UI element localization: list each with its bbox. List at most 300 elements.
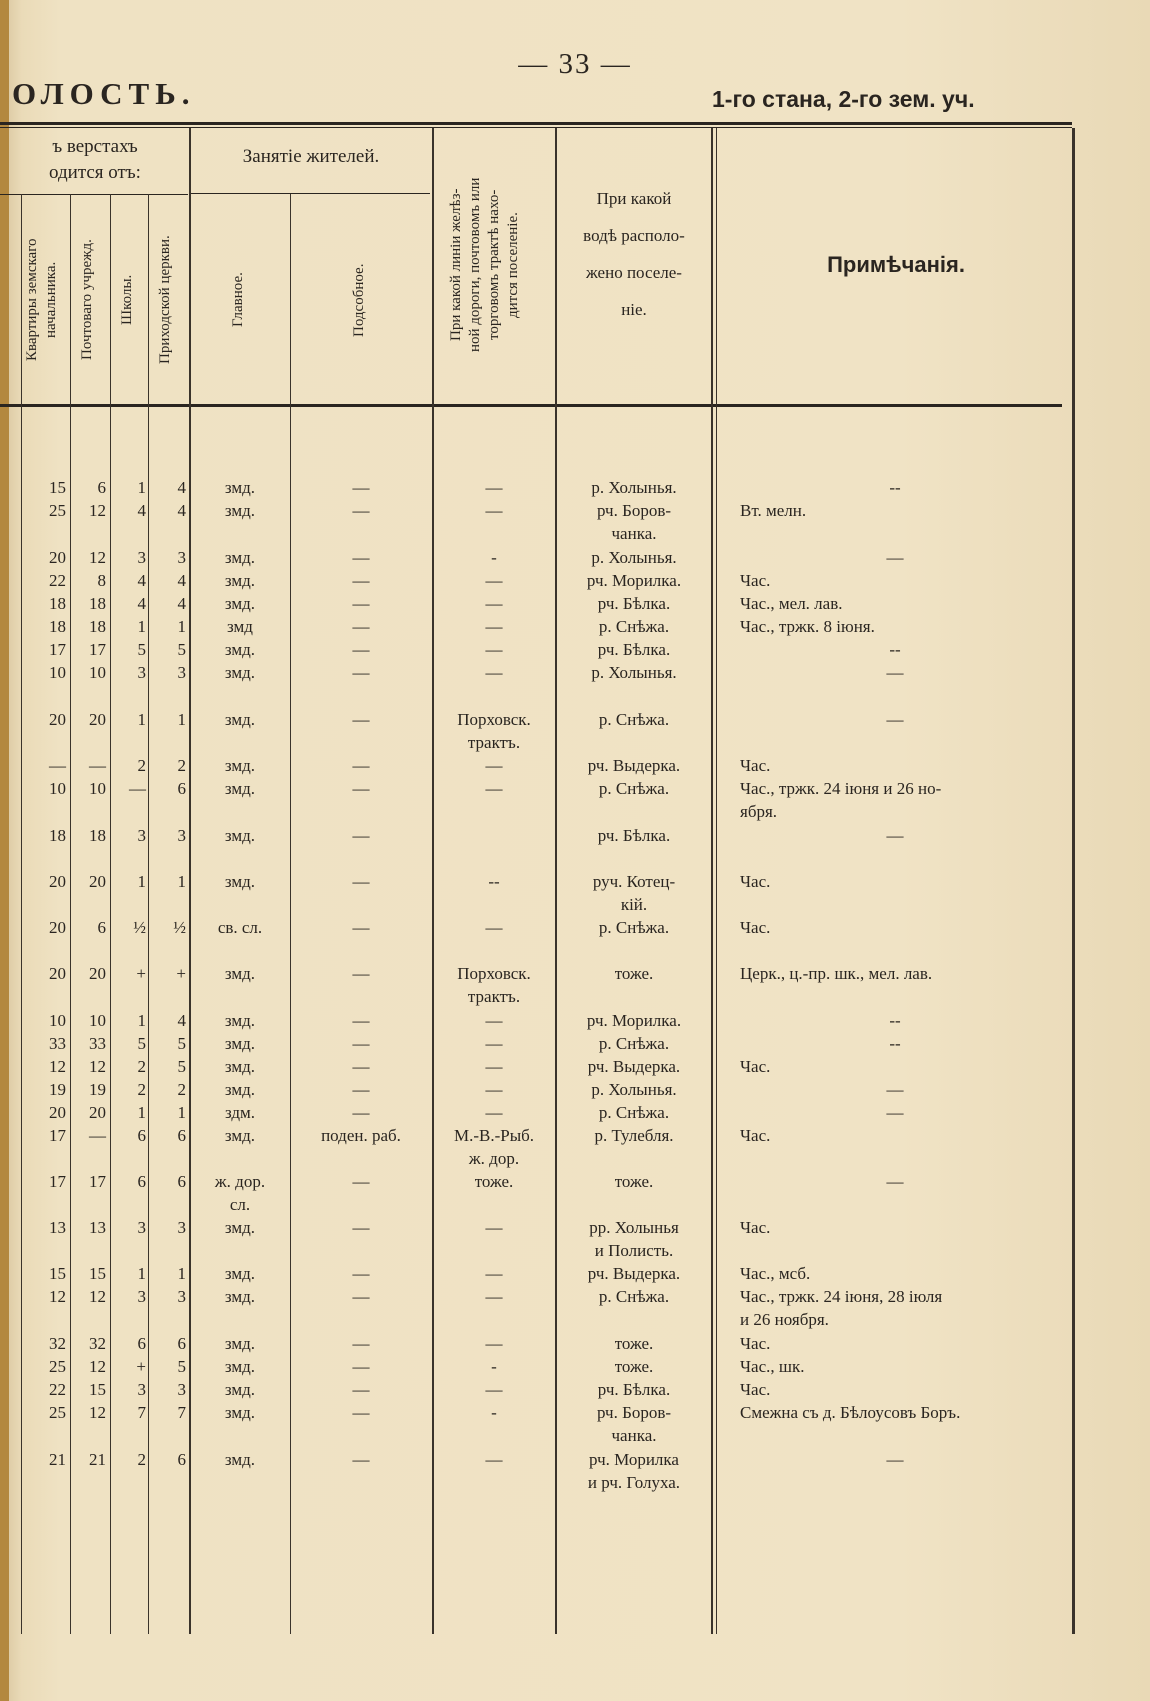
auxiliary-occupation-cell: — xyxy=(352,1172,370,1191)
school-distance-cell: 1 xyxy=(137,1011,146,1030)
church-distance-cell: 4 xyxy=(177,501,186,520)
school-distance-cell: — xyxy=(129,779,146,798)
auxiliary-occupation-cell: — xyxy=(352,663,370,682)
main-occupation-cell: здм. xyxy=(224,1103,256,1122)
post-distance-cell: 12 xyxy=(89,501,106,520)
table-row xyxy=(0,1285,1150,1329)
church-distance-cell: 2 xyxy=(177,756,186,775)
church-distance-cell: 1 xyxy=(177,1103,186,1122)
header-bottom-rule xyxy=(0,404,1062,407)
railway-cell: — xyxy=(485,1103,503,1122)
auxiliary-occupation-cell: — xyxy=(352,1357,370,1376)
auxiliary-occupation-cell: — xyxy=(352,478,370,497)
table-row xyxy=(0,777,1150,821)
post-distance-cell: 10 xyxy=(89,663,106,682)
notes-cell: Час., тржк. 24 іюня и 26 но- ября. xyxy=(740,779,942,821)
school-distance-cell: 2 xyxy=(137,1057,146,1076)
zemsky-distance-cell: 12 xyxy=(49,1287,66,1306)
church-distance-cell: 5 xyxy=(177,1357,186,1376)
water-cell: тоже. xyxy=(614,1334,654,1353)
post-distance-cell: 18 xyxy=(89,826,106,845)
church-distance-cell: 1 xyxy=(177,617,186,636)
table-row xyxy=(0,638,1150,660)
post-distance-cell: 33 xyxy=(89,1034,106,1053)
school-distance-cell: + xyxy=(136,964,146,983)
church-distance-cell: 3 xyxy=(177,663,186,682)
main-occupation-cell: змд. xyxy=(224,1080,256,1099)
table-row xyxy=(0,661,1150,683)
distance-group-rule xyxy=(0,194,188,195)
occupation-group-header: Занятіе жителей. xyxy=(242,146,380,167)
water-cell: тоже. xyxy=(614,1172,654,1191)
zemsky-distance-cell: 20 xyxy=(49,872,66,891)
auxiliary-occupation-cell: — xyxy=(352,964,370,983)
railway-cell: — xyxy=(485,1450,503,1469)
table-row xyxy=(0,1124,1150,1168)
post-distance-cell: — xyxy=(89,1126,106,1145)
school-distance-cell: 3 xyxy=(137,663,146,682)
notes-cell: Час. xyxy=(740,872,771,891)
table-row xyxy=(0,1355,1150,1377)
auxiliary-occupation-cell: — xyxy=(352,1034,370,1053)
auxiliary-occupation-cell: — xyxy=(352,1057,370,1076)
railway-cell: — xyxy=(485,779,503,798)
railway-cell: -- xyxy=(488,872,500,891)
occupation-group-rule xyxy=(190,193,430,194)
auxiliary-occupation-cell: — xyxy=(352,826,370,845)
table-row xyxy=(0,476,1150,498)
railway-cell: — xyxy=(485,1287,503,1306)
post-distance-cell: 19 xyxy=(89,1080,106,1099)
auxiliary-occupation-cell: — xyxy=(352,1080,370,1099)
church-distance-cell: 3 xyxy=(177,548,186,567)
main-occupation-cell: змд. xyxy=(224,964,256,983)
table-row xyxy=(0,499,1150,543)
main-occupation-cell: змд. xyxy=(224,571,256,590)
zemsky-distance-cell: 10 xyxy=(49,663,66,682)
zemsky-distance-cell: 20 xyxy=(49,1103,66,1122)
zemsky-distance-cell: 13 xyxy=(49,1218,66,1237)
main-occupation-cell: змд. xyxy=(224,779,256,798)
water-cell: р. Снѣжа. xyxy=(598,1287,670,1306)
zemsky-distance-cell: 22 xyxy=(49,571,66,590)
table-row xyxy=(0,916,1150,938)
church-distance-cell: 6 xyxy=(177,1172,186,1191)
post-distance-cell: 21 xyxy=(89,1450,106,1469)
post-distance-cell: 17 xyxy=(89,1172,106,1191)
post-distance-cell: 20 xyxy=(89,964,106,983)
zemsky-distance-cell: 25 xyxy=(49,1357,66,1376)
notes-cell: Час. xyxy=(740,918,771,937)
post-distance-cell: 17 xyxy=(89,640,106,659)
school-distance-cell: 3 xyxy=(137,1218,146,1237)
auxiliary-occupation-cell: — xyxy=(352,1218,370,1237)
zemsky-distance-cell: 18 xyxy=(49,617,66,636)
water-cell: рч. Бѣлка. xyxy=(597,1380,671,1399)
main-occupation-cell: змд. xyxy=(224,478,256,497)
school-distance-cell: + xyxy=(136,1357,146,1376)
school-distance-cell: 1 xyxy=(137,710,146,729)
school-distance-cell: 5 xyxy=(137,640,146,659)
auxiliary-occupation-cell: — xyxy=(352,1334,370,1353)
table-row xyxy=(0,546,1150,568)
table-row xyxy=(0,1216,1150,1260)
water-cell: р. Снѣжа. xyxy=(598,617,670,636)
top-rule xyxy=(0,122,1072,125)
church-distance-cell: 4 xyxy=(177,1011,186,1030)
water-cell: р. Снѣжа. xyxy=(598,918,670,937)
auxiliary-occupation-cell: — xyxy=(352,617,370,636)
water-cell: р. Снѣжа. xyxy=(598,1034,670,1053)
railway-cell: Порховск. трактъ. xyxy=(457,710,531,752)
auxiliary-occupation-cell: — xyxy=(352,548,370,567)
church-distance-cell: 5 xyxy=(177,1034,186,1053)
water-cell: рч. Боров- чанка. xyxy=(596,1403,672,1445)
school-distance-cell: 2 xyxy=(137,756,146,775)
auxiliary-occupation-cell: — xyxy=(352,1011,370,1030)
water-cell: рч. Бѣлка. xyxy=(597,594,671,613)
notes-cell: Час. xyxy=(740,1334,771,1353)
notes-cell: — xyxy=(886,663,904,682)
main-occupation-header: Главное. xyxy=(230,272,246,328)
table-row xyxy=(0,962,1150,1006)
table-row xyxy=(0,754,1150,776)
zemsky-distance-cell: 20 xyxy=(49,964,66,983)
main-occupation-cell: змд. xyxy=(224,1057,256,1076)
water-cell: р. Холынья. xyxy=(591,478,677,497)
school-distance-cell: 1 xyxy=(137,1103,146,1122)
railway-cell: — xyxy=(485,1334,503,1353)
post-distance-cell: 12 xyxy=(89,1403,106,1422)
church-distance-cell: 7 xyxy=(177,1403,186,1422)
church-distance-cell: 3 xyxy=(177,1218,186,1237)
school-distance-cell: 2 xyxy=(137,1450,146,1469)
church-distance-cell: 6 xyxy=(177,1450,186,1469)
railway-column-header: При какой линіи желѣз- ной дороги, почтовомъ или торговомъ трактѣ нахо- дится поселеніе. xyxy=(448,177,521,353)
zemsky-distance-cell: 20 xyxy=(49,918,66,937)
table-row xyxy=(0,569,1150,591)
notes-cell: Час. xyxy=(740,1380,771,1399)
railway-cell: — xyxy=(485,1034,503,1053)
church-distance-cell: 3 xyxy=(177,1380,186,1399)
railway-cell: — xyxy=(485,478,503,497)
water-cell: рр. Холынья и Полисть. xyxy=(589,1218,679,1260)
main-occupation-cell: змд. xyxy=(224,1403,256,1422)
post-distance-cell: 6 xyxy=(97,918,106,937)
main-occupation-cell: змд. xyxy=(224,826,256,845)
railway-cell: — xyxy=(485,918,503,937)
railway-cell: — xyxy=(485,1080,503,1099)
post-distance-cell: 10 xyxy=(89,779,106,798)
table-row xyxy=(0,1401,1150,1445)
post-distance-cell: 10 xyxy=(89,1011,106,1030)
school-distance-cell: 3 xyxy=(137,1380,146,1399)
railway-cell: - xyxy=(491,1357,497,1376)
school-distance-cell: 3 xyxy=(137,548,146,567)
main-occupation-cell: змд. xyxy=(224,1034,256,1053)
school-distance-cell: 4 xyxy=(137,571,146,590)
auxiliary-occupation-cell: — xyxy=(352,756,370,775)
post-distance-cell: 12 xyxy=(89,1357,106,1376)
school-distance-cell: 1 xyxy=(137,478,146,497)
main-occupation-cell: змд. xyxy=(224,1380,256,1399)
water-cell: рч. Бѣлка. xyxy=(597,640,671,659)
school-distance-cell: 4 xyxy=(137,594,146,613)
zemsky-distance-cell: 15 xyxy=(49,478,66,497)
water-column-header: При какой водѣ располо- жено поселе- ніе. xyxy=(583,189,685,319)
main-occupation-cell: змд. xyxy=(224,710,256,729)
notes-column-header: Примѣчанія. xyxy=(827,252,965,277)
water-cell: р. Снѣжа. xyxy=(598,710,670,729)
main-occupation-cell: змд. xyxy=(224,640,256,659)
school-distance-cell: 6 xyxy=(137,1334,146,1353)
church-distance-cell: ½ xyxy=(173,918,186,937)
post-distance-cell: 12 xyxy=(89,548,106,567)
notes-cell: Час., мел. лав. xyxy=(740,594,843,613)
auxiliary-occupation-cell: — xyxy=(352,640,370,659)
zemsky-distance-cell: 19 xyxy=(49,1080,66,1099)
railway-cell: М.-В.-Рыб. ж. дор. xyxy=(453,1126,535,1168)
auxiliary-occupation-cell: — xyxy=(352,1264,370,1283)
table-row xyxy=(0,1009,1150,1031)
church-distance-cell: 4 xyxy=(177,594,186,613)
notes-cell: — xyxy=(886,1450,904,1469)
table-row xyxy=(0,1055,1150,1077)
zemsky-distance-cell: — xyxy=(49,756,66,775)
notes-cell: Час., мсб. xyxy=(740,1264,811,1283)
notes-cell: — xyxy=(886,1172,904,1191)
post-distance-cell: 18 xyxy=(89,617,106,636)
water-cell: рч. Морилка. xyxy=(586,571,682,590)
railway-cell: - xyxy=(491,548,497,567)
zemsky-distance-cell: 12 xyxy=(49,1057,66,1076)
school-distance-cell: 6 xyxy=(137,1126,146,1145)
notes-cell: — xyxy=(886,1080,904,1099)
notes-cell: — xyxy=(886,1103,904,1122)
post-distance-cell: 20 xyxy=(89,710,106,729)
railway-cell: — xyxy=(485,1218,503,1237)
main-occupation-cell: змд. xyxy=(224,1450,256,1469)
notes-cell: — xyxy=(886,826,904,845)
auxiliary-occupation-cell: — xyxy=(352,594,370,613)
zemsky-distance-cell: 25 xyxy=(49,1403,66,1422)
school-distance-cell: 4 xyxy=(137,501,146,520)
notes-cell: -- xyxy=(889,1011,901,1030)
school-distance-cell: 1 xyxy=(137,617,146,636)
main-occupation-cell: змд. xyxy=(224,1357,256,1376)
table-row xyxy=(0,1378,1150,1400)
post-distance-cell: 15 xyxy=(89,1264,106,1283)
main-occupation-cell: змд. xyxy=(224,1126,256,1145)
post-distance-cell: 12 xyxy=(89,1287,106,1306)
table-row xyxy=(0,708,1150,752)
post-distance-cell: — xyxy=(89,756,106,775)
auxiliary-occupation-cell: — xyxy=(352,1403,370,1422)
main-occupation-cell: змд. xyxy=(224,1334,256,1353)
railway-cell: — xyxy=(485,640,503,659)
water-cell: руч. Котец- кій. xyxy=(592,872,676,914)
zemsky-distance-cell: 18 xyxy=(49,594,66,613)
water-cell: р. Холынья. xyxy=(591,1080,677,1099)
notes-cell: Церк., ц.-пр. шк., мел. лав. xyxy=(740,964,933,983)
zemsky-distance-cell: 20 xyxy=(49,710,66,729)
water-cell: тоже. xyxy=(614,1357,654,1376)
auxiliary-occupation-cell: — xyxy=(352,710,370,729)
school-distance-cell: 3 xyxy=(137,1287,146,1306)
church-distance-cell: 6 xyxy=(177,1334,186,1353)
railway-cell: — xyxy=(485,594,503,613)
zemsky-distance-cell: 32 xyxy=(49,1334,66,1353)
header-district: 1-го стана, 2-го зем. уч. xyxy=(712,86,975,112)
zemsky-distance-cell: 25 xyxy=(49,501,66,520)
church-distance-cell: + xyxy=(176,964,186,983)
page-spine xyxy=(0,0,9,1701)
distance-group-header: ъ верстахъ одится отъ: xyxy=(49,136,141,183)
main-occupation-cell: змд. xyxy=(224,548,256,567)
main-occupation-cell: змд. xyxy=(224,1287,256,1306)
post-distance-cell: 18 xyxy=(89,594,106,613)
notes-cell: Смежна съ д. Бѣлоусовъ Боръ. xyxy=(740,1403,961,1422)
auxiliary-occupation-cell: — xyxy=(352,501,370,520)
auxiliary-occupation-cell: поден. раб. xyxy=(321,1126,401,1145)
table-row xyxy=(0,1078,1150,1100)
school-column-header: Школы. xyxy=(119,274,135,326)
notes-cell: Час. xyxy=(740,1218,771,1237)
railway-cell: — xyxy=(485,501,503,520)
post-distance-cell: 8 xyxy=(97,571,106,590)
table-row xyxy=(0,1262,1150,1284)
table-row xyxy=(0,824,1150,846)
auxiliary-occupation-cell: — xyxy=(352,1287,370,1306)
church-distance-cell: 5 xyxy=(177,640,186,659)
railway-cell: — xyxy=(485,1057,503,1076)
header-volost-title: ОЛОСТЬ. xyxy=(12,76,196,111)
water-cell: р. Снѣжа. xyxy=(598,1103,670,1122)
zemsky-column-header: Квартиры земскаго начальника. xyxy=(24,238,59,362)
zemsky-distance-cell: 20 xyxy=(49,548,66,567)
main-occupation-cell: змд. xyxy=(224,501,256,520)
railway-cell: — xyxy=(485,571,503,590)
notes-cell: Час., тржк. 24 іюня, 28 іюля и 26 ноября. xyxy=(740,1287,943,1329)
railway-cell: — xyxy=(485,617,503,636)
notes-cell: Час., тржк. 8 іюня. xyxy=(740,617,875,636)
table-row xyxy=(0,1332,1150,1354)
zemsky-distance-cell: 18 xyxy=(49,826,66,845)
church-distance-cell: 5 xyxy=(177,1057,186,1076)
main-occupation-cell: змд. xyxy=(224,1218,256,1237)
railway-cell: — xyxy=(485,1011,503,1030)
railway-cell: — xyxy=(485,1264,503,1283)
church-distance-cell: 3 xyxy=(177,1287,186,1306)
notes-cell: -- xyxy=(889,1034,901,1053)
zemsky-distance-cell: 17 xyxy=(49,1172,66,1191)
notes-cell: Час. xyxy=(740,756,771,775)
notes-cell: -- xyxy=(889,478,901,497)
church-distance-cell: 4 xyxy=(177,478,186,497)
main-occupation-cell: змд xyxy=(227,617,253,636)
church-distance-cell: 3 xyxy=(177,826,186,845)
main-occupation-cell: св. сл. xyxy=(217,918,263,937)
church-distance-cell: 1 xyxy=(177,710,186,729)
post-distance-cell: 6 xyxy=(97,478,106,497)
school-distance-cell: 6 xyxy=(137,1172,146,1191)
post-distance-cell: 13 xyxy=(89,1218,106,1237)
railway-cell: тоже. xyxy=(474,1172,514,1191)
top-rule-thin xyxy=(0,127,1072,128)
main-occupation-cell: змд. xyxy=(224,872,256,891)
post-distance-cell: 20 xyxy=(89,872,106,891)
table-row xyxy=(0,1170,1150,1214)
zemsky-distance-cell: 17 xyxy=(49,1126,66,1145)
water-cell: тоже. xyxy=(614,964,654,983)
auxiliary-occupation-cell: — xyxy=(352,1103,370,1122)
table-row xyxy=(0,1448,1150,1492)
water-cell: рч. Бѣлка. xyxy=(597,826,671,845)
water-cell: рч. Выдерка. xyxy=(587,756,681,775)
church-column-header: Приходской церкви. xyxy=(157,235,173,365)
main-occupation-cell: змд. xyxy=(224,1264,256,1283)
zemsky-distance-cell: 10 xyxy=(49,1011,66,1030)
church-distance-cell: 6 xyxy=(177,1126,186,1145)
water-cell: р. Тулебля. xyxy=(594,1126,674,1145)
water-cell: р. Холынья. xyxy=(591,548,677,567)
main-occupation-cell: ж. дор. сл. xyxy=(214,1172,266,1214)
table-row xyxy=(0,1101,1150,1123)
notes-cell: Час. xyxy=(740,1126,771,1145)
auxiliary-occupation-cell: — xyxy=(352,918,370,937)
school-distance-cell: 1 xyxy=(137,872,146,891)
auxiliary-occupation-cell: — xyxy=(352,872,370,891)
water-cell: рч. Боров- чанка. xyxy=(596,501,672,543)
church-distance-cell: 1 xyxy=(177,872,186,891)
main-occupation-cell: змд. xyxy=(224,1011,256,1030)
school-distance-cell: 7 xyxy=(137,1403,146,1422)
notes-cell: — xyxy=(886,710,904,729)
post-column-header: Почтоваго учрежд. xyxy=(79,239,95,361)
post-distance-cell: 12 xyxy=(89,1057,106,1076)
notes-cell: — xyxy=(886,548,904,567)
notes-cell: Час. xyxy=(740,1057,771,1076)
church-distance-cell: 6 xyxy=(177,779,186,798)
table-row xyxy=(0,1032,1150,1054)
railway-cell: - xyxy=(491,1403,497,1422)
zemsky-distance-cell: 33 xyxy=(49,1034,66,1053)
main-occupation-cell: змд. xyxy=(224,756,256,775)
water-cell: р. Снѣжа. xyxy=(598,779,670,798)
water-cell: рч. Выдерка. xyxy=(587,1057,681,1076)
railway-cell: — xyxy=(485,756,503,775)
post-distance-cell: 32 xyxy=(89,1334,106,1353)
school-distance-cell: 1 xyxy=(137,1264,146,1283)
school-distance-cell: 2 xyxy=(137,1080,146,1099)
post-distance-cell: 15 xyxy=(89,1380,106,1399)
water-cell: рч. Выдерка. xyxy=(587,1264,681,1283)
zemsky-distance-cell: 22 xyxy=(49,1380,66,1399)
main-occupation-cell: змд. xyxy=(224,663,256,682)
auxiliary-occupation-cell: — xyxy=(352,1450,370,1469)
railway-cell: Порховск. трактъ. xyxy=(457,964,531,1006)
notes-cell: Час. xyxy=(740,571,771,590)
railway-cell: — xyxy=(485,663,503,682)
main-occupation-cell: змд. xyxy=(224,594,256,613)
auxiliary-occupation-cell: — xyxy=(352,1380,370,1399)
church-distance-cell: 4 xyxy=(177,571,186,590)
church-distance-cell: 1 xyxy=(177,1264,186,1283)
notes-cell: Вт. мелн. xyxy=(740,501,807,520)
table-row xyxy=(0,870,1150,914)
auxiliary-occupation-header: Подсобное. xyxy=(351,263,367,337)
auxiliary-occupation-cell: — xyxy=(352,571,370,590)
